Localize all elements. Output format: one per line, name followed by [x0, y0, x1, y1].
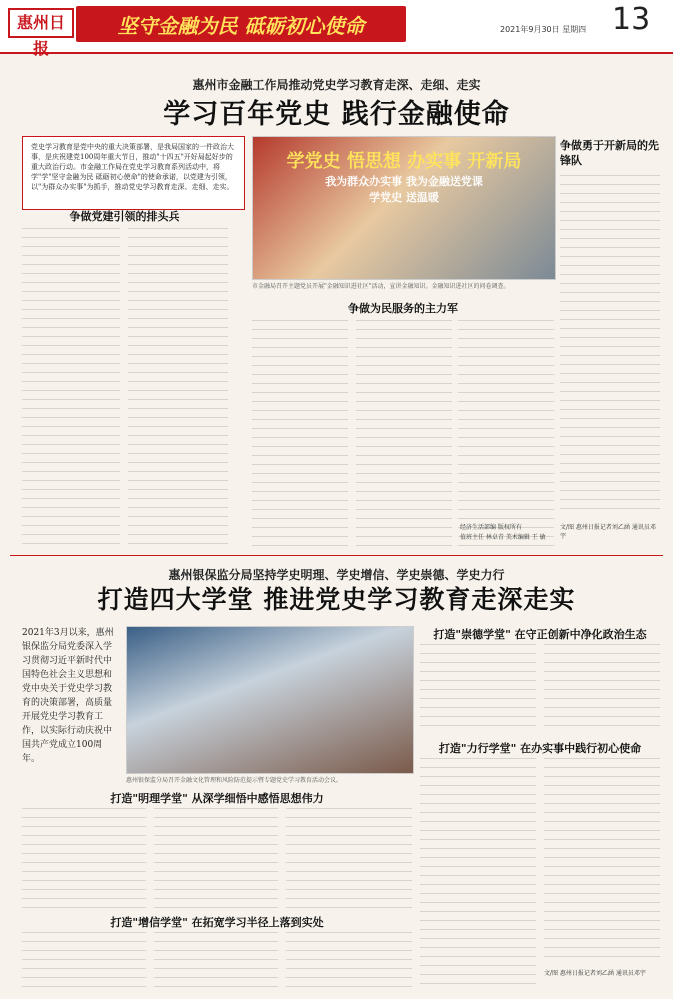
- article1-body-col3: [252, 320, 348, 550]
- article1-lead-box: [22, 136, 245, 210]
- article2-kicker: 惠州银保监分局坚持学史明理、学史增信、学史崇德、学史力行: [168, 568, 505, 582]
- article2-body-col3: [286, 808, 412, 908]
- photo-banner-title: 学党史 悟思想 办实事 开新局: [286, 151, 522, 172]
- article1-body-col5: [458, 320, 554, 550]
- article2-photo: [126, 626, 414, 774]
- article2-photo-caption: 惠州银保监分局召开金融文化管理和风险防范提示暨专题党史学习教育活动会议。: [126, 777, 343, 784]
- article2-subhead-1: 打造"明理学堂" 从深学细悟中感悟思想伟力: [110, 792, 324, 805]
- article1-body-col1: [22, 228, 120, 550]
- article2-subhead-4: 打造"力行学堂" 在办实事中践行初心使命: [438, 742, 642, 755]
- article2-body-col8: [544, 644, 660, 734]
- article2-body-col5: [154, 932, 278, 992]
- article2-body-col6: [286, 932, 412, 992]
- article2-lead-box: [22, 626, 118, 776]
- article2-body-col1: [22, 808, 146, 908]
- article1-photo: [252, 136, 556, 280]
- article1-credit: 文/图 惠州日报记者刘乙涵 通讯员邓宇: [560, 524, 656, 540]
- article2-body-col4: [22, 932, 146, 992]
- section-divider: [10, 555, 663, 556]
- article1-subhead-3: 争做勇于开新局的先锋队: [560, 139, 659, 167]
- editor-names: 值班主任 林卓青 美术编辑 王 敏: [460, 534, 546, 541]
- article1-body-col6: [560, 175, 660, 515]
- article1-body-col4: [356, 320, 452, 550]
- theme-banner: [76, 6, 406, 42]
- article2-body-col9: [420, 758, 536, 988]
- article1-body-col2: [128, 228, 228, 550]
- article1-headline: 学习百年党史 践行金融使命: [163, 99, 510, 130]
- article1-lead: 党史学习教育是党中央的重大决策部署，是我局国家的一件政治大事，是庆祝建党100周年重大节日，推动"十四五"开好局起好步的重大政治行动。市金融工作局在党史学习教育系列活动中，将学"学"坚守金融为民 砥砺初心使命"的使命承诺，以党建为引领，以"为群众办实事"为抓手，推动党史学习教育走深、走细、走实。: [31, 143, 234, 191]
- newspaper-logo: 惠州日报: [8, 8, 74, 38]
- article2-subhead-3: 打造"崇德学堂" 在守正创新中净化政治生态: [433, 628, 647, 641]
- page-number: 13: [612, 2, 651, 37]
- article2-credit: 文/图 惠州日报记者刘乙涵 通讯员邓宇: [544, 970, 646, 977]
- theme-banner-text: 坚守金融为民 砥砺初心使命: [117, 14, 365, 38]
- article1-subhead-1: 争做党建引领的排头兵: [69, 210, 180, 223]
- article2-body-col7: [420, 644, 536, 734]
- article2-headline: 打造四大学堂 推进党史学习教育走深走实: [97, 585, 576, 614]
- editor-label: 经济生活部编 版权所有: [460, 524, 522, 531]
- photo-banner-subtitle: 我为群众办实事 我为金融送党课: [325, 175, 483, 188]
- photo-banner-subtitle2: 学党史 送温暖: [369, 191, 439, 204]
- masthead: [0, 0, 673, 58]
- issue-date: 2021年9月30日 星期四: [500, 25, 587, 34]
- article2-subhead-2: 打造"增信学堂" 在拓宽学习半径上落到实处: [110, 916, 324, 929]
- article1-subhead-2: 争做为民服务的主力军: [348, 302, 458, 315]
- article1-kicker: 惠州市金融工作局推动党史学习教育走深、走细、走实: [192, 78, 481, 92]
- article2-lead: 2021年3月以来，惠州银保监分局党委深入学习贯彻习近平新时代中国特色社会主义思想和党中央关于党史学习教育的决策部署，高质量开展党史学习教育工作，以实际行动庆祝中国共产党成立100周年。: [22, 628, 114, 764]
- article1-photo-caption: 市金融局召开主题党员开展"金融知识进社区"活动，宣讲金融知识。金融知识进社区的问卷调查。: [252, 283, 510, 290]
- article2-body-col2: [154, 808, 278, 908]
- article2-body-col10: [544, 758, 660, 963]
